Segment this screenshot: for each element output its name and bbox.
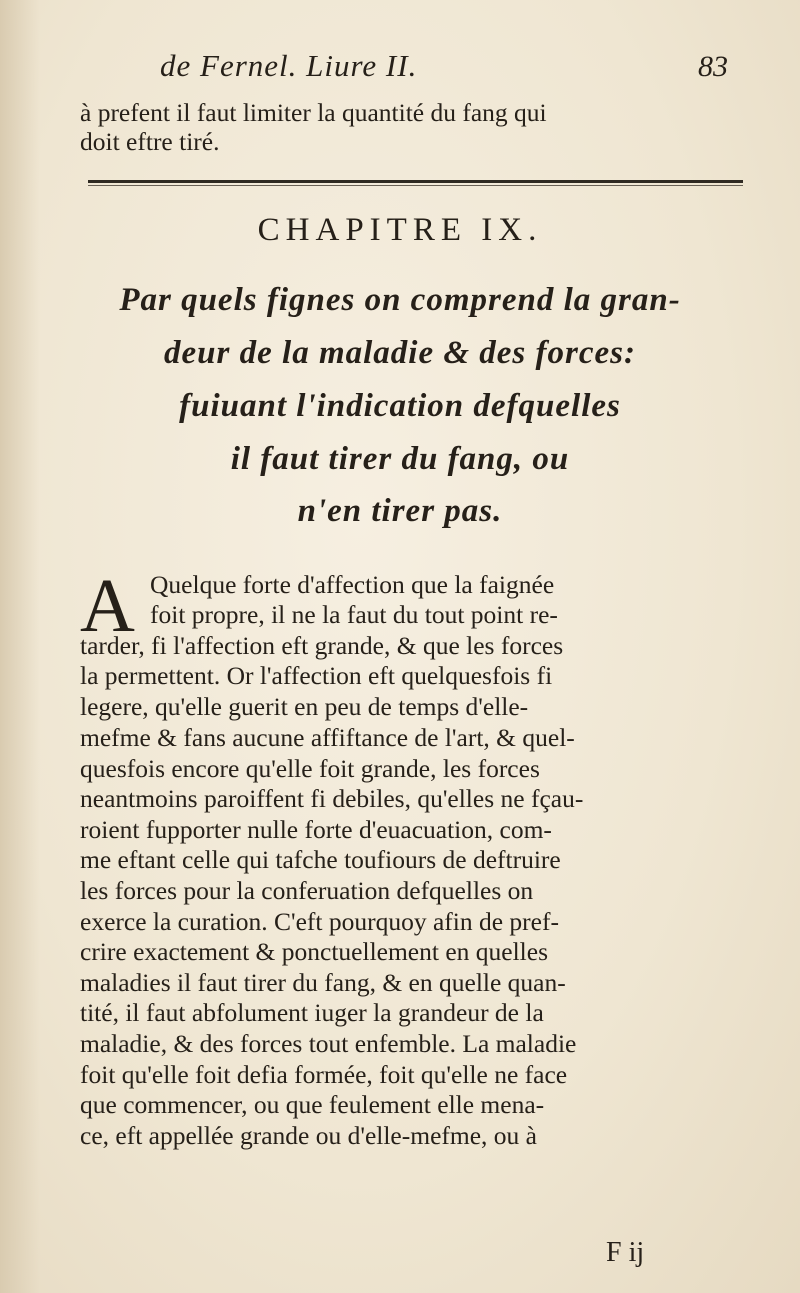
- body-line: que commencer, ou que feulement elle mena-: [80, 1090, 545, 1119]
- body-line: foit propre, il ne la faut du tout point re-: [150, 600, 558, 629]
- body-line: les forces pour la conferuation defquelles on: [80, 876, 534, 905]
- chapter-heading-line: fuiuant l'indication defquelles: [179, 388, 621, 424]
- body-line: Quelque forte d'affection que la faignée: [150, 570, 555, 599]
- body-line: tité, il faut abfolument iuger la grandeur de la: [80, 998, 544, 1027]
- chapter-label: CHAPITRE IX.: [257, 212, 543, 248]
- section-rule-thin: [88, 185, 743, 186]
- drop-cap: A: [80, 564, 135, 648]
- text-line: à prefent il faut limiter la quantité du fang qui: [80, 98, 547, 127]
- body-line: maladies il faut tirer du fang, & en quelle quan-: [80, 968, 566, 997]
- body-line: exerce la curation. C'eft pourquoy afin de pref-: [80, 907, 559, 936]
- body-line: mefme & fans aucune affiftance de l'art, & quel-: [80, 723, 575, 752]
- body-line: legere, qu'elle guerit en peu de temps d'elle-: [80, 692, 529, 721]
- running-head: [0, 48, 800, 98]
- text-line: doit eftre tiré.: [80, 127, 220, 156]
- signature-mark: F ij: [606, 1237, 645, 1268]
- body-line: maladie, & des forces tout enfemble. La maladie: [80, 1029, 577, 1058]
- chapter-heading-line: il faut tirer du fang, ou: [230, 441, 570, 477]
- chapter-heading-line: n'en tirer pas.: [297, 493, 503, 529]
- section-rule: [88, 180, 743, 183]
- running-head-title: de Fernel. Liure II.: [160, 48, 418, 83]
- chapter-heading-line: deur de la maladie & des forces:: [164, 335, 636, 371]
- body-line: foit qu'elle foit defia formée, foit qu'elle ne face: [80, 1060, 568, 1089]
- body-line: quesfois encore qu'elle foit grande, les forces: [80, 754, 540, 783]
- body-line: ce, eft appellée grande ou d'elle-mefme, ou à: [80, 1121, 537, 1150]
- body-line: la permettent. Or l'affection eft quelquesfois fi: [80, 661, 553, 690]
- body-line: neantmoins paroiffent fi debiles, qu'elles ne fçau-: [80, 784, 584, 813]
- body-line: me eftant celle qui tafche toufiours de deftruire: [80, 845, 561, 874]
- body-line: roient fupporter nulle forte d'euacuation, com-: [80, 815, 552, 844]
- body-line: crire exactement & ponctuellement en quelles: [80, 937, 549, 966]
- page-edge-shadow: [0, 0, 40, 1293]
- body-line: tarder, fi l'affection eft grande, & que les forces: [80, 631, 564, 660]
- page-number: 83: [698, 50, 728, 83]
- chapter-heading-line: Par quels fignes on comprend la gran-: [119, 282, 681, 318]
